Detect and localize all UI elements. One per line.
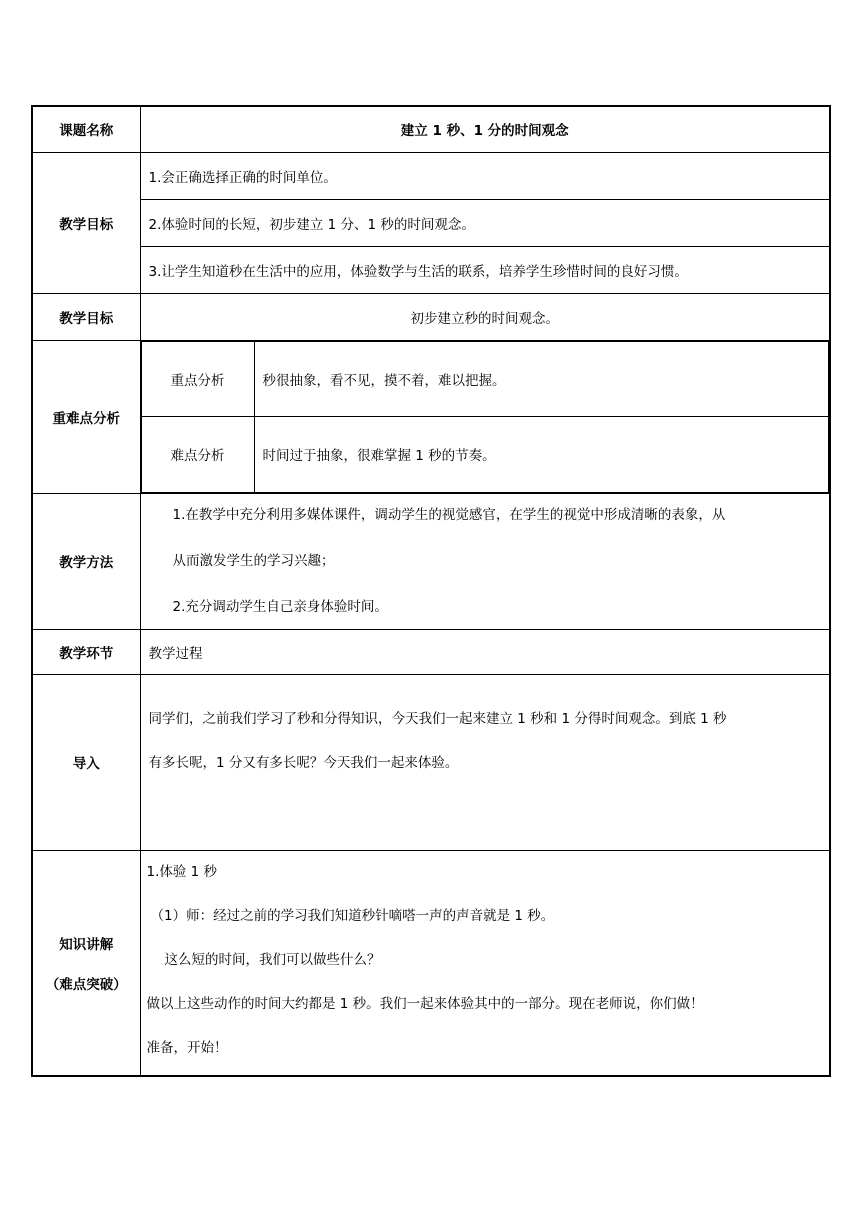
- knowledge-line-4: 做以上这些动作的时间大约都是 1 秒。我们一起来体验其中的一部分。现在老师说，你们做！: [146, 995, 704, 1012]
- knowledge-label-sub: （难点突破）: [45, 976, 127, 993]
- method-label: 教学方法: [32, 493, 140, 629]
- key-analysis-label: 重点分析: [141, 341, 254, 416]
- difficult-analysis-label: 难点分析: [141, 416, 254, 492]
- objective-item-1: 1.会正确选择正确的时间单位。: [140, 152, 830, 199]
- intro-line-1: 同学们，之前我们学习了秒和分得知识，今天我们一起来建立 1 秒和 1 分得时间观念。到底 1 秒: [148, 710, 727, 727]
- stage-row: [32, 629, 830, 674]
- intro-content: [140, 674, 830, 850]
- method-row: [32, 493, 830, 629]
- knowledge-line-2: （1）师：经过之前的学习我们知道秒针嘀嗒一声的声音就是 1 秒。: [150, 907, 555, 924]
- objective-item-2: 2.体验时间的长短，初步建立 1 分、1 秒的时间观念。: [140, 199, 830, 246]
- objective2-label: 教学目标: [32, 293, 140, 340]
- stage-value: 教学过程: [140, 629, 830, 674]
- knowledge-content: [140, 850, 830, 1076]
- objective-row-2: [32, 199, 830, 246]
- method-content: [140, 493, 830, 629]
- knowledge-label: 知识讲解: [59, 936, 114, 953]
- analysis-subtable: [141, 341, 830, 493]
- intro-line-2: 有多长呢，1 分又有多长呢？今天我们一起来体验。: [148, 754, 459, 771]
- key-analysis-value: 秒很抽象，看不见，摸不着，难以把握。: [254, 341, 829, 416]
- knowledge-line-3: 这么短的时间，我们可以做些什么？: [164, 951, 381, 968]
- objective2-value: 初步建立秒的时间观念。: [140, 293, 830, 340]
- method-para-1a: 1.在教学中充分利用多媒体课件，调动学生的视觉感官，在学生的视觉中形成清晰的表象，从: [172, 507, 726, 523]
- knowledge-line-5: 准备，开始！: [146, 1039, 228, 1056]
- intro-row: [32, 674, 830, 850]
- objective-row-3: [32, 246, 830, 293]
- objective2-row: [32, 293, 830, 340]
- knowledge-label-cell: [32, 850, 140, 1076]
- analysis-row: [32, 340, 830, 493]
- analysis-label: 重难点分析: [32, 340, 140, 493]
- knowledge-row: [32, 850, 830, 1076]
- objective-item-3: 3.让学生知道秒在生活中的应用，体验数学与生活的联系，培养学生珍惜时间的良好习惯。: [140, 246, 830, 293]
- objectives-label: 教学目标: [32, 152, 140, 293]
- difficult-analysis-value: 时间过于抽象，很难掌握 1 秒的节奏。: [254, 416, 829, 492]
- course-row: [32, 106, 830, 152]
- intro-label: 导入: [32, 674, 140, 850]
- objective-row-1: [32, 152, 830, 199]
- knowledge-line-1: 1.体验 1 秒: [146, 863, 218, 880]
- course-label: 课题名称: [32, 106, 140, 152]
- method-para-2: 2.充分调动学生自己亲身体验时间。: [172, 599, 388, 615]
- course-title: 建立 1 秒、1 分的时间观念: [140, 106, 830, 152]
- stage-label: 教学环节: [32, 629, 140, 674]
- method-para-1b: 从而激发学生的学习兴趣；: [172, 553, 335, 569]
- lesson-plan-table: [31, 105, 831, 1077]
